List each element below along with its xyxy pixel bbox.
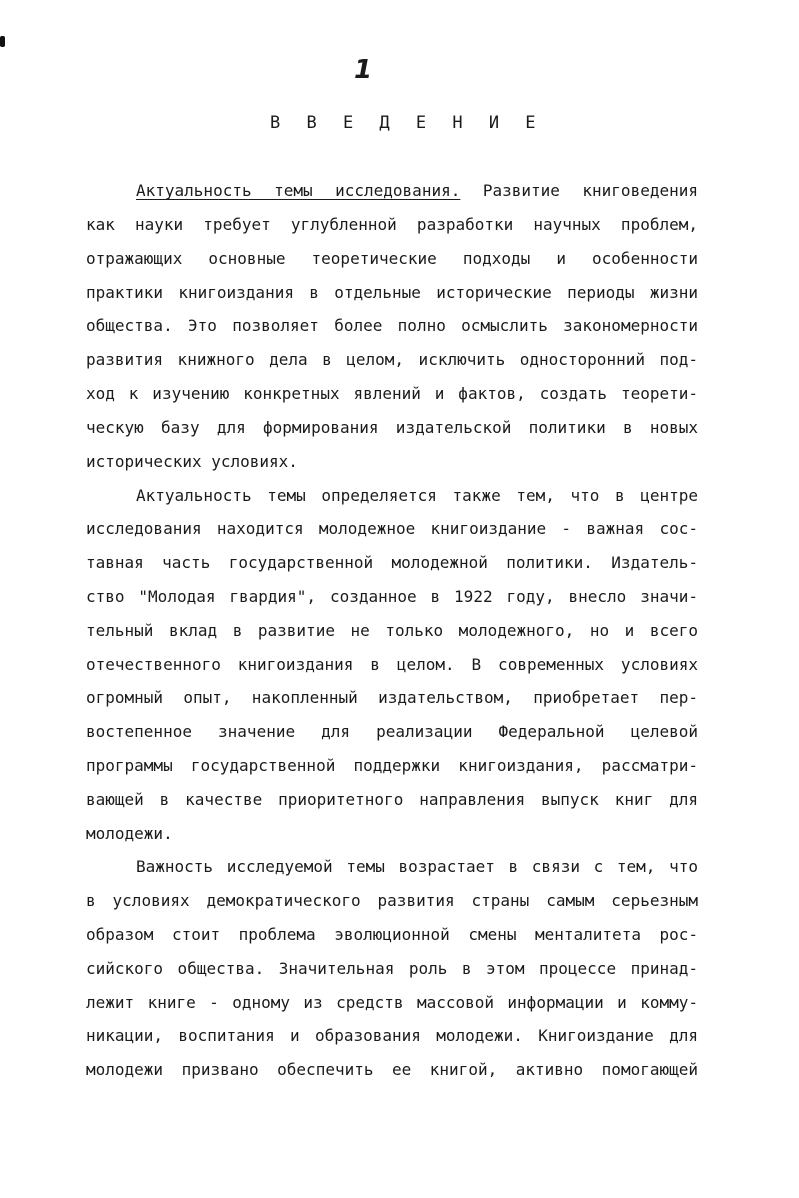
paragraph-2-line: молодежи. — [86, 824, 173, 843]
paragraph-2-line: вающей в качестве приоритетного направления выпуск книг для — [86, 790, 698, 809]
paragraph-3-line: молодежи призвано обеспечить ее книгой, активно помогающей — [86, 1060, 698, 1079]
paragraph-3-line: образом стоит проблема эволюционной смены менталитета рос- — [86, 925, 698, 944]
paragraph-2-line: программы государственной поддержки книгоиздания, рассматри- — [86, 756, 698, 775]
paragraph-3-line: никации, воспитания и образования молодежи. Книгоиздание для — [86, 1026, 698, 1045]
paragraph-1-line: исторических условиях. — [86, 452, 298, 471]
paragraph-2-line: ство "Молодая гвардия", созданное в 1922 году, внесло значи- — [86, 587, 698, 606]
paragraph-1-line: ческую базу для формирования издательской политики в новых — [86, 418, 698, 437]
paragraph-3-line: сийского общества. Значительная роль в этом процессе принад- — [86, 959, 698, 978]
paragraph-3-line: лежит книге - одному из средств массовой информации и комму- — [86, 993, 698, 1012]
paragraph-1-line: ход к изучению конкретных явлений и фактов, создать теорети- — [86, 384, 698, 403]
paragraph-2-line: исследования находится молодежное книгоиздание - важная сос- — [86, 519, 698, 538]
paragraph-1-line: как науки требует углубленной разработки научных проблем, — [86, 215, 698, 234]
paragraph-2-line: востепенное значение для реализации Федеральной целевой — [86, 722, 698, 741]
paragraph-1-title: Актуальность темы исследования. — [136, 181, 461, 200]
paragraph-2-line: тавная часть государственной молодежной политики. Издатель- — [86, 553, 698, 572]
paragraph-1-line: отражающих основные теоретические подходы и особенности — [86, 249, 698, 268]
paragraph-2-line: огромный опыт, накопленный издательством, приобретает пер- — [86, 688, 698, 707]
page-number: 1 — [353, 55, 373, 85]
section-heading: В В Е Д Е Н И Е — [270, 113, 544, 133]
paragraph-2-line: Актуальность темы определяется также тем, что в центре — [136, 486, 698, 505]
paragraph-1-line: общества. Это позволяет более полно осмыслить закономерности — [86, 316, 698, 335]
paragraph-3-line: Важность исследуемой темы возрастает в связи с тем, что — [136, 857, 698, 876]
paragraph-3-line: в условиях демократического развития страны самым серьезным — [86, 891, 698, 910]
paragraph-2-line: тельный вклад в развитие не только молодежного, но и всего — [86, 621, 698, 640]
paragraph-1-line: практики книгоиздания в отдельные исторические периоды жизни — [86, 283, 698, 302]
scan-edge-mark — [0, 36, 5, 47]
paragraph-1-line: развития книжного дела в целом, исключить односторонний под- — [86, 350, 698, 369]
paragraph-1-line-1 — [136, 181, 698, 201]
paragraph-2-line: отечественного книгоиздания в целом. В современных условиях — [86, 655, 698, 674]
paragraph-1-first-rest: Развитие книговедения — [460, 181, 698, 200]
